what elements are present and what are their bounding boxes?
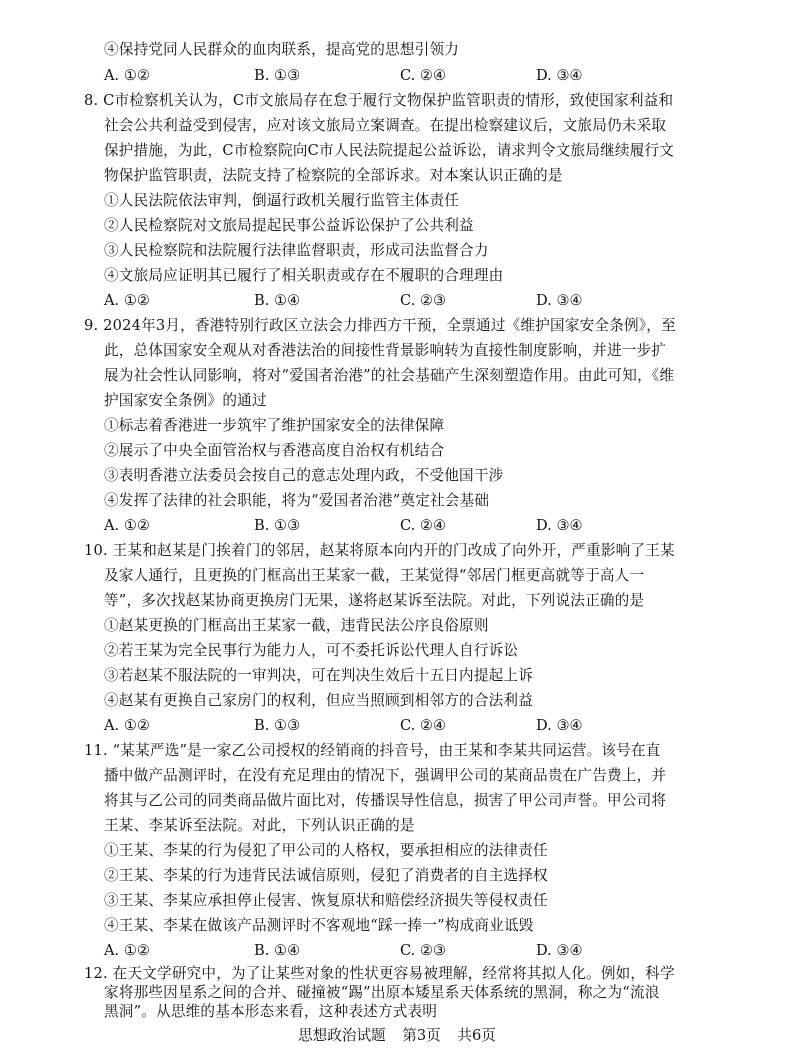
q12-stem-line-3: 黑洞”。从思维的基本形态来看，这种表述方式表明 [104,1003,438,1020]
q9-statement-3: ③表明香港立法委员会按自己的意志处理内政，不受他国干涉 [104,467,504,484]
q9-option-b[interactable]: B. ①③ [254,517,301,534]
q7-option-b[interactable]: B. ①③ [254,67,301,84]
footer-total-pages: 共6页 [457,1027,496,1044]
page-footer [0,1024,794,1048]
q10-option-b[interactable]: B. ①③ [254,717,301,734]
q11-stem-line-3: 将其与乙公司的同类商品做片面比对，传播误导性信息，损害了甲公司声誉。甲公司将 [104,792,667,809]
q8-stem-line-3: 保护措施，为此，C市检察院向C市人民法院提起公益诉讼，请求判令文旅局继续履行文 [104,142,675,159]
q8-statement-3: ③人民检察院和法院履行法律监督职责，形成司法监督合力 [104,242,489,259]
q11-statement-3: ③王某、李某应承担停止侵害、恢复原状和赔偿经济损失等侵权责任 [104,892,548,909]
q10-statement-3: ③若赵某不服法院的一审判决，可在判决生效后十五日内提起上诉 [104,667,534,684]
q8-stem-line-2: 社会公共利益受到侵害，应对该文旅局立案调查。在提出检察建议后，文旅局仍未采取 [104,117,667,134]
q7-statement-4: ④保持党同人民群众的血肉联系，提高党的思想引领力 [104,41,460,58]
q10-statement-1: ①赵某更换的门框高出王某家一截，违背民法公序良俗原则 [104,617,489,634]
q7-option-c[interactable]: C. ②④ [400,67,447,84]
q12-stem-line-2: 家将那些因星系之间的合并、碰撞被“踢”出原本矮星系天体系统的黑洞，称之为“流浪 [104,984,660,1001]
q10-statement-4: ④赵某有更换自己家房门的权利，但应当照顾到相邻方的合法利益 [104,692,534,709]
q9-stem-line-2: 此，总体国家安全观从对香港法治的间接性背景影响转为直接性制度影响，并进一步扩 [104,342,667,359]
q9-stem-line-1: 9. 2024年3月，香港特别行政区立法会力排西方干预，全票通过《维护国家安全条例》，至 [84,317,676,334]
q10-option-a[interactable]: A. ①② [104,717,150,734]
q10-stem-line-2: 及家人通行，且更换的门框高出王某家一截，王某觉得“邻居门框更高就等于高人一 [104,567,645,584]
q9-option-a[interactable]: A. ①② [104,517,150,534]
q8-stem-line-4: 物保护监管职责，法院支持了检察院的全部诉求。对本案认识正确的是 [104,167,563,184]
q11-statement-2: ②王某、李某的行为违背民法诚信原则，侵犯了消费者的自主选择权 [104,867,548,884]
q8-statement-1: ①人民法院依法审判，倒逼行政机关履行监管主体责任 [104,192,460,209]
q10-stem-line-3: 等”，多次找赵某协商更换房门无果，遂将赵某诉至法院。对此，下列说法正确的是 [104,592,645,609]
q8-statement-4: ④文旅局应证明其已履行了相关职责或存在不履职的合理理由 [104,267,504,284]
q8-statement-2: ②人民检察院对文旅局提起民事公益诉讼保护了公共利益 [104,217,474,234]
q11-option-a[interactable]: A. ①② [104,942,150,959]
q12-stem-line-1: 12. 在天文学研究中，为了让某些对象的性状更容易被理解，经常将其拟人化。例如，科学 [84,965,675,982]
q10-options [104,714,754,738]
q8-option-d[interactable]: D. ③④ [536,292,583,309]
q7-option-d[interactable]: D. ③④ [536,67,583,84]
footer-subject: 思想政治试题 [298,1027,386,1044]
q8-options [104,289,754,313]
q10-option-d[interactable]: D. ③④ [536,717,583,734]
q8-option-b[interactable]: B. ①④ [254,292,301,309]
q11-stem-line-2: 播中做产品测评时，在没有充足理由的情况下，强调甲公司的某商品贵在广告费上，并 [104,767,667,784]
q9-statement-1: ①标志着香港进一步筑牢了维护国家安全的法律保障 [104,417,445,434]
q11-option-c[interactable]: C. ②③ [400,942,447,959]
q10-option-c[interactable]: C. ②④ [400,717,447,734]
q11-statement-1: ①王某、李某的行为侵犯了甲公司的人格权，要承担相应的法律责任 [104,842,548,859]
q11-statement-4: ④王某、李某在做该产品测评时不客观地“踩一捧一”构成商业诋毁 [104,917,534,934]
footer-page-number: 第3页 [402,1027,441,1044]
q11-stem-line-4: 王某、李某诉至法院。对此，下列认识正确的是 [104,817,415,834]
q10-stem-line-1: 10. 王某和赵某是门挨着门的邻居，赵某将原本向内开的门改成了向外开，严重影响了王某 [84,542,675,559]
q9-stem-line-4: 护国家安全条例》的通过 [104,392,267,409]
q11-option-b[interactable]: B. ①④ [254,942,301,959]
q9-statement-2: ②展示了中央全面管治权与香港高度自治权有机结合 [104,442,445,459]
q11-options [104,939,754,963]
q11-option-d[interactable]: D. ③④ [536,942,583,959]
q8-option-c[interactable]: C. ②③ [400,292,447,309]
q8-option-a[interactable]: A. ①② [104,292,150,309]
q7-option-a[interactable]: A. ①② [104,67,150,84]
q9-statement-4: ④发挥了法律的社会职能，将为“爱国者治港”奠定社会基础 [104,492,490,509]
q7-options [104,64,754,88]
q11-stem-line-1: 11. “某某严选”是一家乙公司授权的经销商的抖音号，由王某和李某共同运营。该号在直 [84,742,661,759]
q8-stem-line-1: 8. C市检察机关认为，C市文旅局存在怠于履行文物保护监管职责的情形，致使国家利益和 [84,92,674,109]
q9-options [104,514,754,538]
q9-option-d[interactable]: D. ③④ [536,517,583,534]
q9-stem-line-3: 展为社会性认同影响，将对“爱国者治港”的社会基础产生深刻塑造作用。由此可知，《维 [104,367,675,384]
q10-statement-2: ②若王某为完全民事行为能力人，可不委托诉讼代理人自行诉讼 [104,642,519,659]
q9-option-c[interactable]: C. ②④ [400,517,447,534]
